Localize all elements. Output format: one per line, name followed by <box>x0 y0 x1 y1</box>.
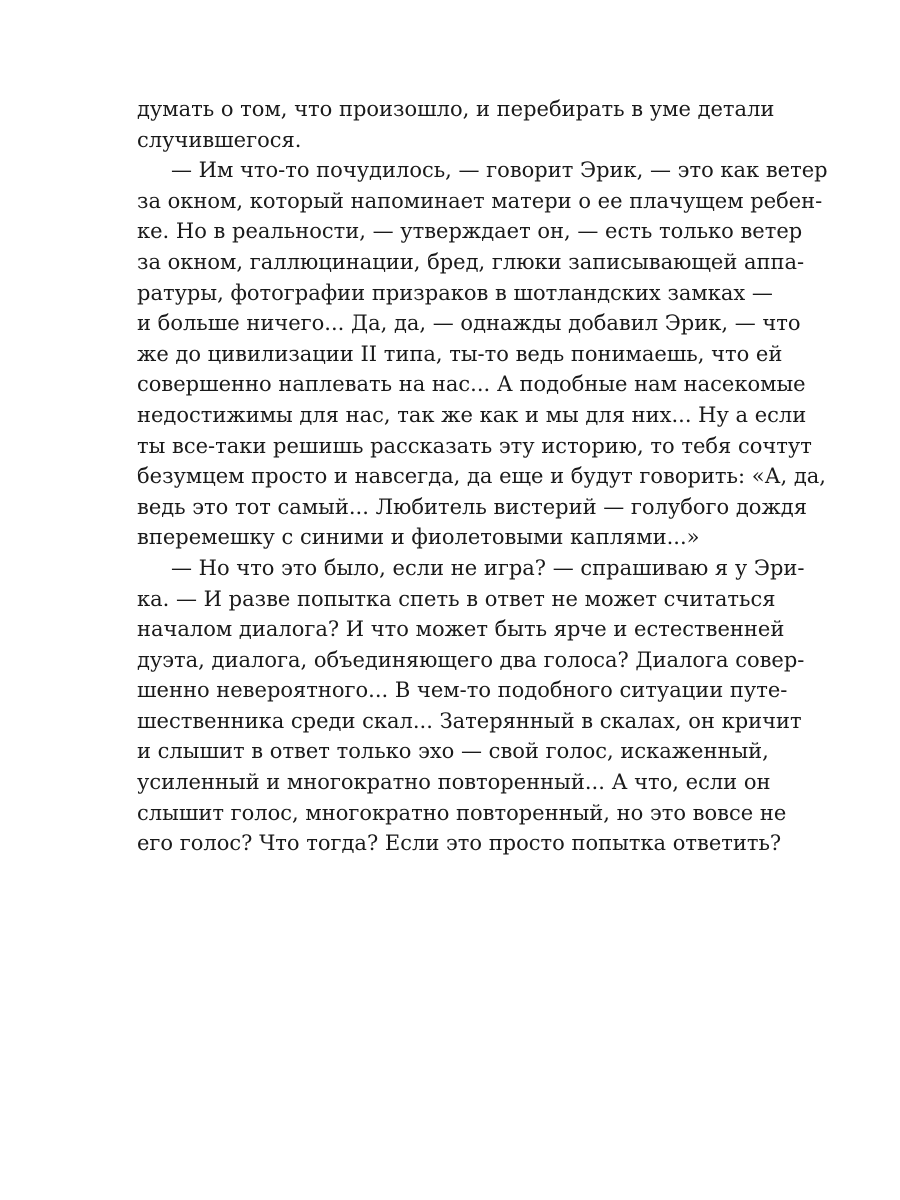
text-line: и слышит в ответ только эхо — свой голос, искаженный, <box>137 739 769 764</box>
text-line: за окном, галлюцинации, бред, глюки записывающей аппа- <box>137 249 805 274</box>
text-line: — Им что-то почудилось, — говорит Эрик, — это как ветер <box>171 158 828 183</box>
text-line: совершенно наплевать на нас... А подобные нам насекомые <box>137 372 806 397</box>
text-line: шественника среди скал... Затерянный в скалах, он кричит <box>137 708 802 733</box>
text-line: же до цивилизации II типа, ты-то ведь понимаешь, что ей <box>137 341 783 366</box>
text-line: ведь это тот самый... Любитель вистерий — голубого дождя <box>137 494 807 519</box>
body-text <box>137 94 828 859</box>
text-line: случившегося. <box>137 127 302 152</box>
text-line: думать о том, что произошло, и перебирать в уме детали <box>137 97 775 121</box>
text-line: шенно невероятного... В чем-то подобного ситуации путе- <box>137 678 788 703</box>
text-line: его голос? Что тогда? Если это просто попытка ответить? <box>137 831 782 856</box>
text-line: дуэта, диалога, объединяющего два голоса? Диалога совер- <box>137 647 805 672</box>
text-line: — Но что это было, если не игра? — спрашиваю я у Эри- <box>171 555 805 580</box>
text-line: и больше ничего... Да, да, — однажды добавил Эрик, — что <box>137 311 801 336</box>
text-line: слышит голос, многократно повторенный, но это вовсе не <box>137 800 787 825</box>
text-line: недостижимы для нас, так же как и мы для них... Ну а если <box>137 402 807 427</box>
text-line: началом диалога? И что может быть ярче и естественней <box>137 617 785 642</box>
text-line: за окном, который напоминает матери о ее плачущем ребен- <box>137 188 823 213</box>
text-line: безумцем просто и навсегда, да еще и будут говорить: «А, да, <box>137 464 826 489</box>
text-line: ка. — И разве попытка спеть в ответ не может считаться <box>137 586 776 611</box>
text-line: вперемешку с синими и фиолетовыми каплями...» <box>137 525 700 550</box>
text-line: ты все-таки решишь рассказать эту историю, то тебя сочтут <box>137 433 812 458</box>
text-line: усиленный и многократно повторенный... А что, если он <box>137 770 771 795</box>
text-line: ратуры, фотографии призраков в шотландских замках — <box>137 280 773 305</box>
text-line: ке. Но в реальности, — утверждает он, — есть только ветер <box>137 219 803 244</box>
